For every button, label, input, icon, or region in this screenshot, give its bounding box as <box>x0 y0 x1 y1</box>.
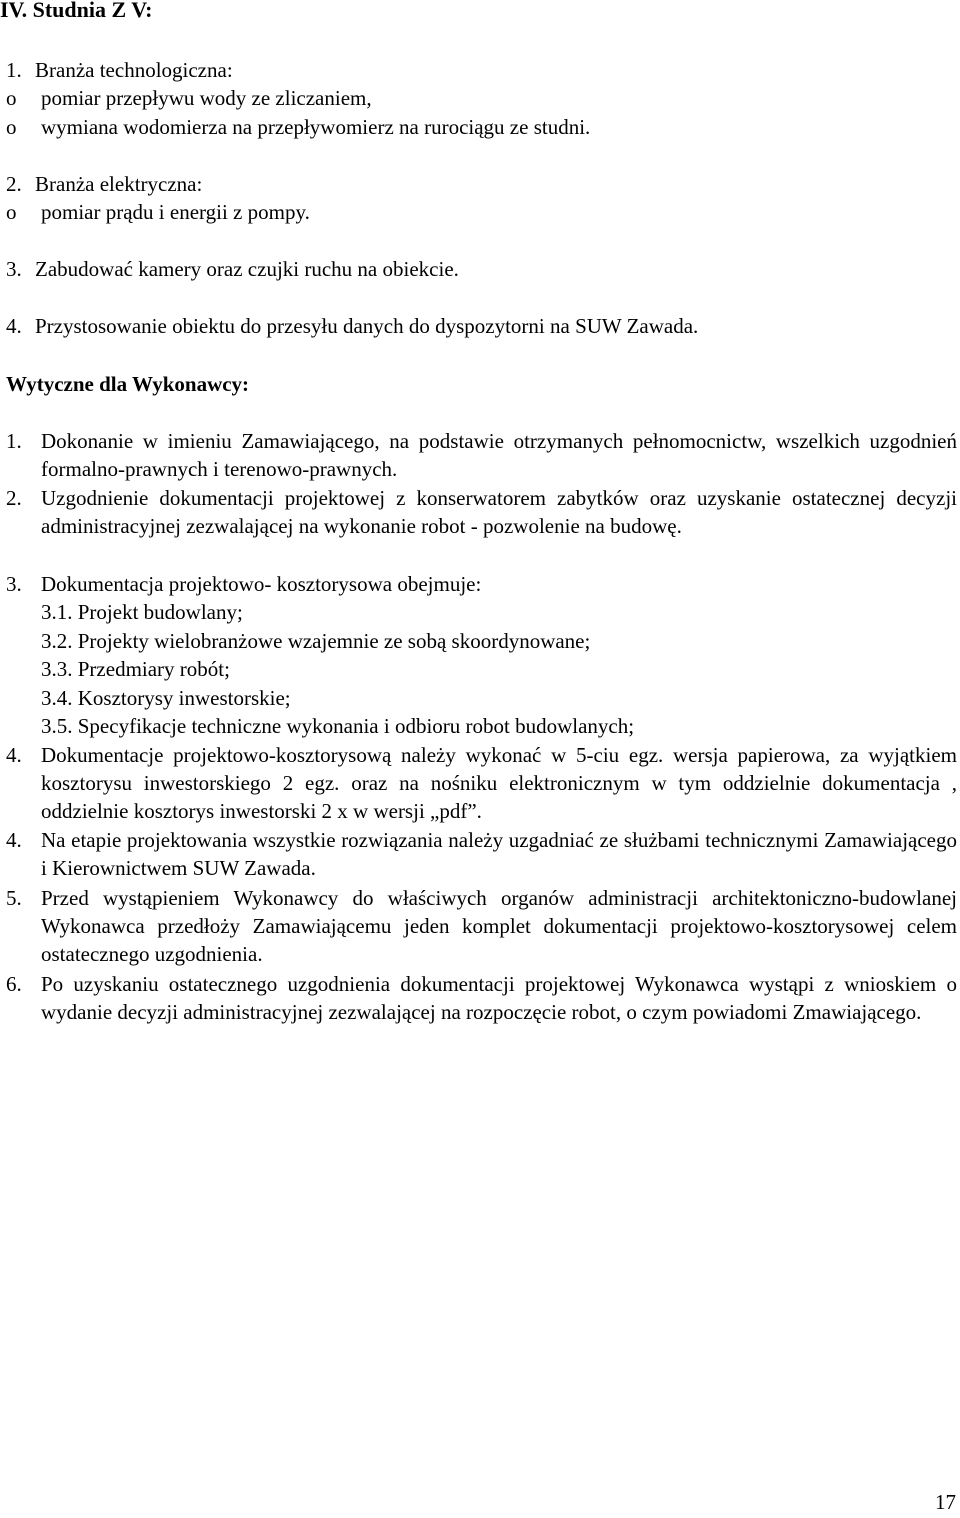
subitem-3-3: 3.3. Przedmiary robót; <box>41 657 230 681</box>
subitem-3-5: 3.5. Specyfikacje techniczne wykonania i odbioru robot budowlanych; <box>41 714 635 738</box>
guidelines-title: Wytyczne dla Wykonawcy: <box>6 372 250 396</box>
guideline-2-text: Uzgodnienie dokumentacji projektowej z konserwatorem zabytków oraz uzyskanie ostatecznej decyzji administracyjnej zezwalającej na wykonanie robot - pozwolenie na budowę. <box>41 486 957 538</box>
item4-text: Przystosowanie obiektu do przesyłu danych do dyspozytorni na SUW Zawada. <box>35 314 699 338</box>
tech-label: Branża technologiczna: <box>35 58 233 82</box>
guideline-4a-text: Dokumentacje projektowo-kosztorysową należy wykonać w 5-ciu egz. wersja papierowa, za wyjątkiem kosztorysu inwestorskiego 2 egz. oraz na nośniku elektronicznym w tym oddzielnie dokumentacja , oddzielnie kosztorys inwestorski 2 x w wersji „pdf”. <box>41 743 957 823</box>
page-number: 17 <box>935 1490 956 1514</box>
item3-text: Zabudować kamery oraz czujki ruchu na obiekcie. <box>35 257 459 281</box>
guideline-3-text: Dokumentacja projektowo- kosztorysowa obejmuje: <box>41 572 482 596</box>
elec-item-1: pomiar prądu i energii z pompy. <box>41 200 310 224</box>
tech-item-2: wymiana wodomierza na przepływomierz na rurociągu ze studni. <box>41 115 591 139</box>
elec-bullet-1: o <box>6 200 17 224</box>
guideline-4a-number: 4. <box>6 743 22 767</box>
guideline-5-text: Przed wystąpieniem Wykonawcy do właściwych organów administracji architektoniczno-budowlanej Wykonawca przedłoży Zamawiającemu jeden komplet dokumentacji projektowo-kosztorysowej celem ostatecznego uzgodnienia. <box>41 886 957 966</box>
tech-bullet-2: o <box>6 115 17 139</box>
tech-bullet-1: o <box>6 86 17 110</box>
guideline-1-number: 1. <box>6 429 22 453</box>
tech-number: 1. <box>6 58 22 82</box>
subitem-3-1: 3.1. Projekt budowlany; <box>41 600 243 624</box>
guideline-1-text: Dokonanie w imieniu Zamawiającego, na podstawie otrzymanych pełnomocnictw, wszelkich uzgodnień formalno-prawnych i terenowo-prawnych. <box>41 429 957 481</box>
subitem-3-2: 3.2. Projekty wielobranżowe wzajemnie ze sobą skoordynowane; <box>41 629 591 653</box>
guideline-4b-text: Na etapie projektowania wszystkie rozwiązania należy uzgadniać ze służbami technicznymi Zamawiającego i Kierownictwem SUW Zawada. <box>41 828 957 880</box>
guideline-5-number: 5. <box>6 886 22 910</box>
guideline-4b-number: 4. <box>6 828 22 852</box>
guideline-6-number: 6. <box>6 972 22 996</box>
subitem-3-4: 3.4. Kosztorysy inwestorskie; <box>41 686 291 710</box>
item3-number: 3. <box>6 257 22 281</box>
elec-number: 2. <box>6 172 22 196</box>
section-title: IV. Studnia Z V: <box>0 0 153 22</box>
guideline-6-text: Po uzyskaniu ostatecznego uzgodnienia dokumentacji projektowej Wykonawca wystąpi z wnioskiem o wydanie decyzji administracyjnej zezwalającej na rozpoczęcie robot, o czym powiadomi Zmawiającego. <box>41 972 957 1024</box>
tech-item-1: pomiar przepływu wody ze zliczaniem, <box>41 86 372 110</box>
elec-label: Branża elektryczna: <box>35 172 203 196</box>
item4-number: 4. <box>6 314 22 338</box>
guideline-2-number: 2. <box>6 486 22 510</box>
guideline-3-number: 3. <box>6 572 22 596</box>
